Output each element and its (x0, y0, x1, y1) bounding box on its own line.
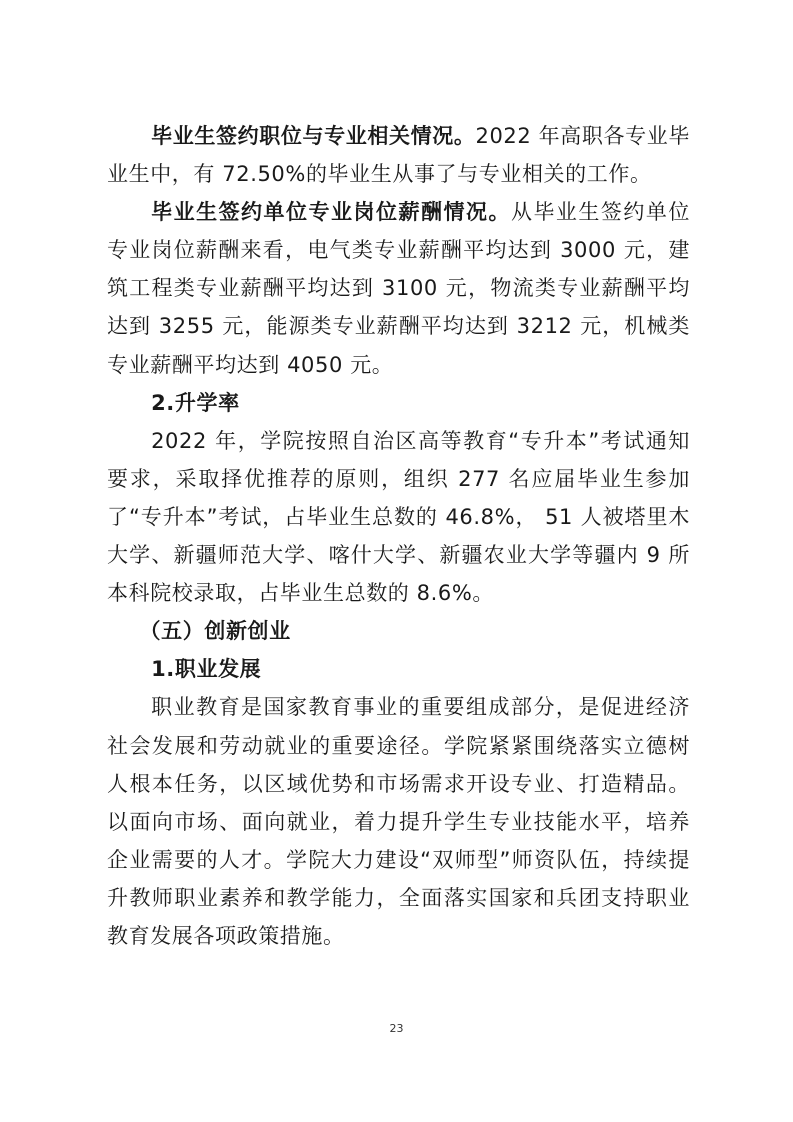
paragraph-salary (107, 193, 690, 383)
paragraph-position-relevance (107, 117, 690, 193)
heading-career-development: 1.职业发展 (151, 657, 262, 682)
paragraph-admission: 2022 年，学院按照自治区高等教育“专升本”考试通知要求，采取择优推荐的原则，组织 277 名应届毕业生参加了“专升本”考试，占毕业生总数的 46.8%， 51 人被塔里木大学、新疆师范大学、喀什大学、新疆农业大学等疆内 9 所本科院校录取，占毕业生总数的 8.6%。 (107, 428, 690, 606)
paragraph-text: 2022 年高职各专业毕业生中，有 72.50%的毕业生从事了与专业相关的工作。 (107, 124, 691, 187)
heading-admission-rate: 2.升学率 (151, 390, 240, 415)
paragraph-lead: 毕业生签约职位与专业相关情况。 (151, 124, 476, 148)
paragraph-text: 从毕业生签约单位专业岗位薪酬来看，电气类专业薪酬平均达到 3000 元，建筑工程类专业薪酬平均达到 3100 元，物流类专业薪酬平均达到 3255 元，能源类专业薪酬平均达到 3212 元，机械类专业薪酬平均达到 4050 元。 (107, 200, 690, 377)
page-number: 23 (389, 1022, 404, 1035)
paragraph-career: 职业教育是国家教育事业的重要组成部分，是促进经济社会发展和劳动就业的重要途径。学院紧紧围绕落实立德树人根本任务，以区域优势和市场需求开设专业、打造精品。以面向市场、面向就业，着力提升学生专业技能水平，培养企业需要的人才。学院大力建设“双师型”师资队伍，持续提升教师职业素养和教学能力，全面落实国家和兵团支持职业教育发展各项政策措施。 (107, 695, 690, 948)
heading-innovation: （五）创新创业 (139, 619, 291, 644)
document-body (107, 117, 690, 955)
paragraph-lead: 毕业生签约单位专业岗位薪酬情况。 (151, 200, 511, 225)
